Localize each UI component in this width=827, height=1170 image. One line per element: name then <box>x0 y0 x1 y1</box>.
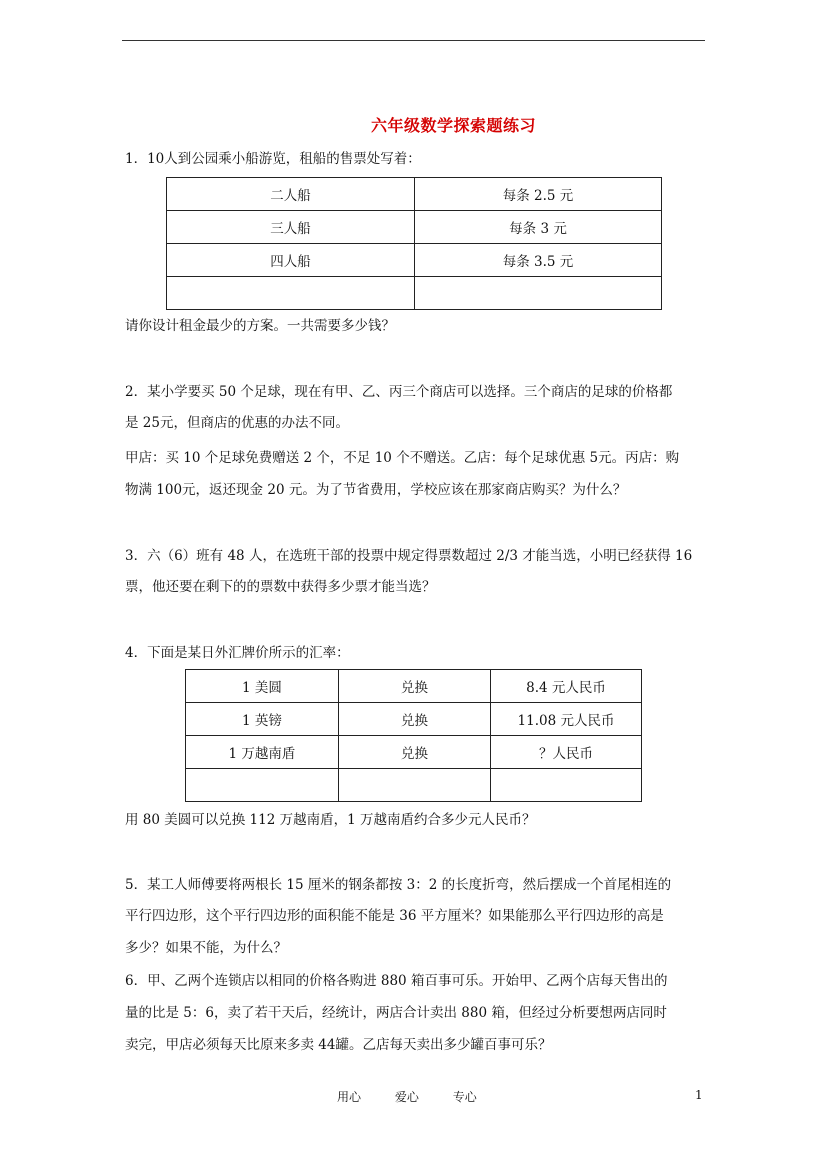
table-cell <box>415 277 662 310</box>
page-title: 六年级数学探索题练习 <box>370 116 536 135</box>
q1-boat-table <box>166 177 662 310</box>
q2-line: 2．某小学要买 50 个足球，现在有甲、乙、丙三个商店可以选择。三个商店的足球的价格都 <box>125 384 673 400</box>
q4-intro: 4．下面是某日外汇牌价所示的汇率： <box>125 645 350 661</box>
table-row <box>167 178 662 211</box>
q3-line: 票，他还要在剩下的的票数中获得多少票才能当选？ <box>125 579 436 595</box>
table-row <box>186 670 642 703</box>
table-row <box>186 703 642 736</box>
footer-motto <box>337 1088 507 1105</box>
table-cell: 8.4 元人民币 <box>491 670 642 703</box>
table-cell <box>167 277 415 310</box>
table-cell: 二人船 <box>167 178 415 211</box>
table-cell: 三人船 <box>167 211 415 244</box>
table-row <box>167 277 662 310</box>
table-cell: 1 美圆 <box>186 670 339 703</box>
q6-line: 6．甲、乙两个连锁店以相同的价格各购进 880 箱百事可乐。开始甲、乙两个店每天售出的 <box>125 973 668 989</box>
table-cell <box>186 769 339 802</box>
q1-question: 请你设计租金最少的方案。一共需要多少钱？ <box>125 318 395 334</box>
table-cell: 1 万越南盾 <box>186 736 339 769</box>
table-cell <box>339 769 491 802</box>
q2-line: 是 25元，但商店的优惠的办法不同。 <box>125 415 349 431</box>
header-rule <box>122 40 705 41</box>
table-cell: 四人船 <box>167 244 415 277</box>
q5-line: 5．某工人师傅要将两根长 15 厘米的钢条都按 3：2 的长度折弯，然后摆成一个首尾相连的 <box>125 877 672 893</box>
table-row <box>186 769 642 802</box>
table-row <box>167 244 662 277</box>
q5-line: 多少？如果不能，为什么？ <box>125 940 287 956</box>
table-row <box>167 211 662 244</box>
footer-item: 用心 <box>337 1090 362 1104</box>
q2-line: 甲店：买 10 个足球免费赠送 2 个，不足 10 个不赠送。乙店：每个足球优惠 5元。丙店：购 <box>125 450 680 466</box>
table-cell: 1 英镑 <box>186 703 339 736</box>
table-row <box>186 736 642 769</box>
q1-intro: 1．10人到公园乘小船游览，租船的售票处写着： <box>125 151 421 167</box>
table-cell <box>491 769 642 802</box>
page-number: 1 <box>695 1088 703 1102</box>
table-cell: 兑换 <box>339 703 491 736</box>
table-cell: 兑换 <box>339 670 491 703</box>
q4-question: 用 80 美圆可以兑换 112 万越南盾，1 万越南盾约合多少元人民币？ <box>125 812 536 828</box>
table-cell: 每条 3 元 <box>415 211 662 244</box>
q4-exchange-table <box>185 669 642 802</box>
q5-line: 平行四边形，这个平行四边形的面积能不能是 36 平方厘米？如果能那么平行四边形的高是 <box>125 908 664 924</box>
q2-line: 物满 100元，返还现金 20 元。为了节省费用，学校应该在那家商店购买？为什么？ <box>125 482 627 498</box>
table-cell: 每条 2.5 元 <box>415 178 662 211</box>
q3-line: 3．六（6）班有 48 人，在选班干部的投票中规定得票数超过 2/3 才能当选，小明已经获得 16 <box>125 548 693 564</box>
table-cell: 兑换 <box>339 736 491 769</box>
table-cell: 11.08 元人民币 <box>491 703 642 736</box>
footer-item: 专心 <box>452 1090 477 1104</box>
footer-item: 爱心 <box>394 1090 419 1104</box>
q6-line: 量的比是 5：6，卖了若干天后，经统计，两店合计卖出 880 箱，但经过分析要想两店同时 <box>125 1005 667 1021</box>
q6-line: 卖完，甲店必须每天比原来多卖 44罐。乙店每天卖出多少罐百事可乐？ <box>125 1037 552 1053</box>
table-cell: 每条 3.5 元 <box>415 244 662 277</box>
table-cell: ？人民币 <box>491 736 642 769</box>
